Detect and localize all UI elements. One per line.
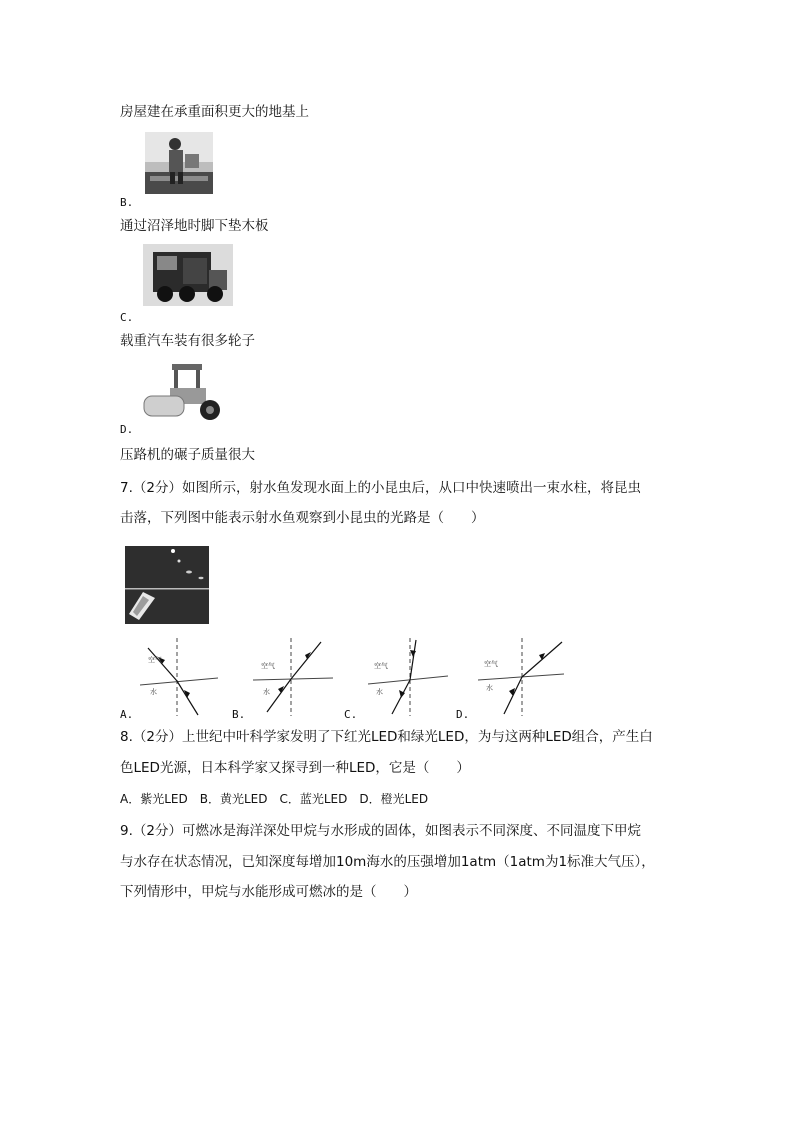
ray-a-air-label: 空气: [148, 656, 162, 664]
archerfish-photo: [125, 546, 209, 624]
ray-c-water-label: 水: [376, 688, 383, 696]
option-a-text: 房屋建在承重面积更大的地基上: [120, 104, 309, 120]
ray-diagram-b: [253, 638, 333, 716]
q8-options: A．紫光LED B．黄光LED C．蓝光LED D．橙光LED: [120, 792, 429, 806]
q7-option-a-label: A.: [120, 708, 134, 721]
ray-diagram-c: [368, 638, 448, 716]
ray-d-air-label: 空气: [484, 660, 498, 668]
ray-c-air-label: 空气: [374, 662, 388, 670]
q8-text-line2: 色LED光源，日本科学家又探寻到一种LED，它是（ ）: [120, 760, 470, 776]
option-b-text: 通过沼泽地时脚下垫木板: [120, 218, 269, 234]
q7-option-c-label: C.: [344, 708, 358, 721]
q9-text-line3: 下列情形中，甲烷与水能形成可燃冰的是（ ）: [120, 884, 417, 900]
ray-b-air-label: 空气: [261, 662, 275, 670]
option-c-text: 载重汽车装有很多轮子: [120, 333, 255, 349]
q7-text-line1: 7.（2分）如图所示，射水鱼发现水面上的小昆虫后，从口中快速喷出一束水柱，将昆虫: [120, 480, 641, 496]
option-c-label: C.: [120, 311, 134, 324]
q7-option-d-label: D.: [456, 708, 470, 721]
ray-a-water-label: 水: [150, 688, 157, 696]
q7-text-line2: 击落，下列图中能表示射水鱼观察到小昆虫的光路是（ ）: [120, 510, 485, 526]
option-c-photo: [143, 244, 233, 306]
q9-text-line2: 与水存在状态情况，已知深度每增加10m海水的压强增加1atm（1atm为1标准大气压），: [120, 854, 655, 870]
ray-diagram-d: [478, 638, 564, 716]
option-b-label: B.: [120, 196, 134, 209]
option-d-label: D.: [120, 423, 134, 436]
ray-b-water-label: 水: [263, 688, 270, 696]
ray-diagram-a: [140, 638, 218, 716]
q7-option-b-label: B.: [232, 708, 246, 721]
option-d-text: 压路机的碾子质量很大: [120, 447, 255, 463]
ray-d-water-label: 水: [486, 684, 493, 692]
q8-text-line1: 8.（2分）上世纪中叶科学家发明了下红光LED和绿光LED，为与这两种LED组合，产生白: [120, 729, 653, 745]
option-b-photo: [145, 132, 213, 194]
q9-text-line1: 9.（2分）可燃冰是海洋深处甲烷与水形成的固体，如图表示不同深度、不同温度下甲烷: [120, 823, 641, 839]
option-d-photo: [140, 360, 224, 422]
